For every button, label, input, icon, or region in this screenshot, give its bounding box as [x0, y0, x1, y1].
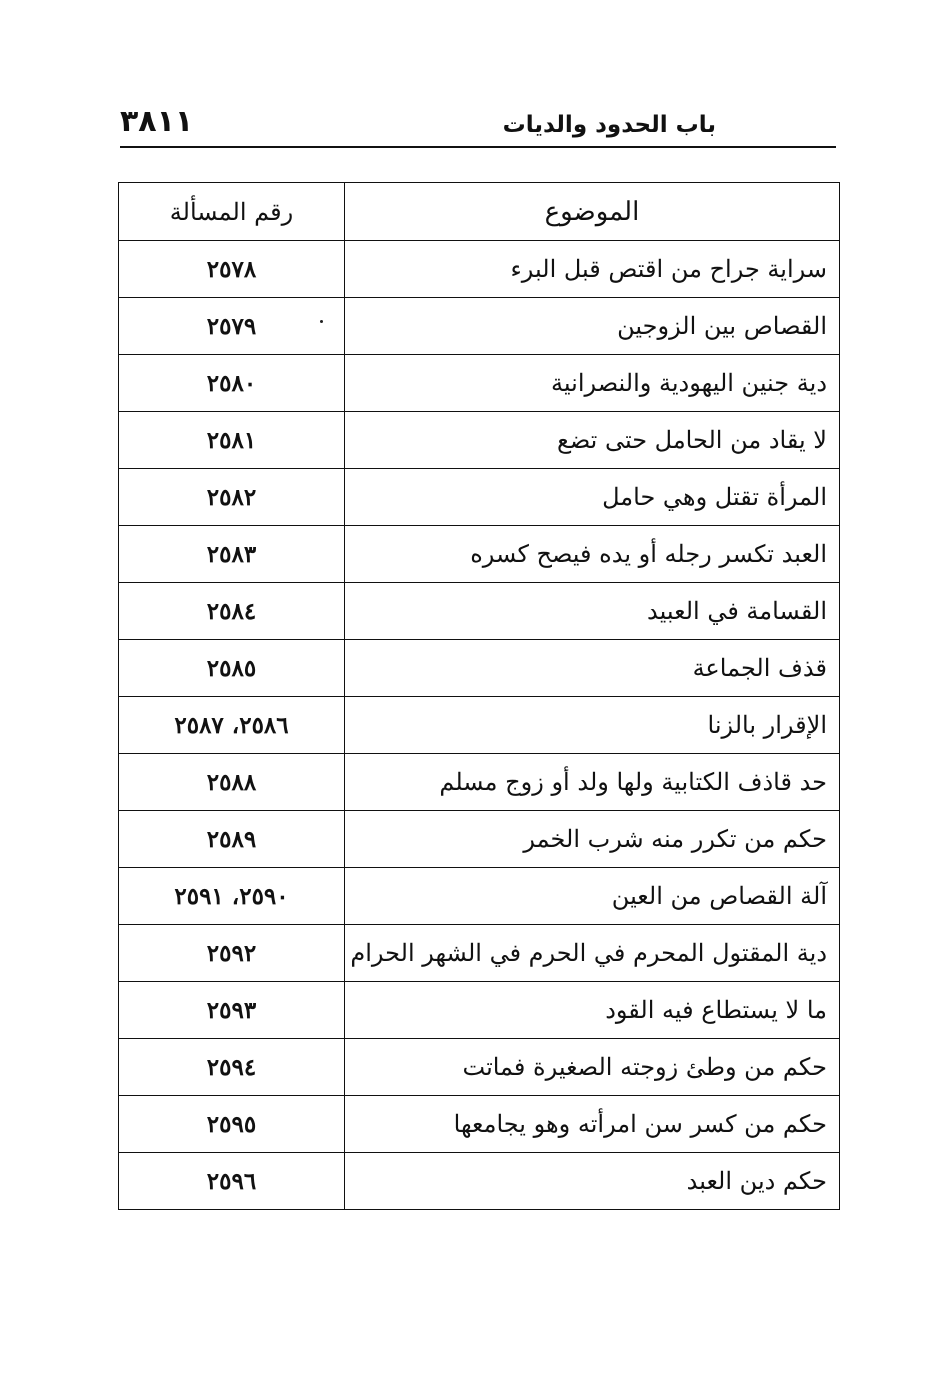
table-row: [119, 526, 840, 583]
topic-cell: حكم من وطئ زوجته الصغيرة فماتت: [345, 1039, 840, 1096]
topic-cell: آلة القصاص من العين: [345, 868, 840, 925]
column-header-issue-number: رقم المسألة: [119, 183, 345, 241]
table-row: [119, 1096, 840, 1153]
issue-number-cell: ٢٥٧٩: [119, 298, 345, 355]
table-row: [119, 355, 840, 412]
table-row: [119, 982, 840, 1039]
topic-cell: حكم من كسر سن امرأته وهو يجامعها: [345, 1096, 840, 1153]
table-row: [119, 241, 840, 298]
table-row: [119, 811, 840, 868]
issue-number-cell: ٢٥٩٤: [119, 1039, 345, 1096]
topic-cell: قذف الجماعة: [345, 640, 840, 697]
column-header-topic: الموضوع: [345, 183, 840, 241]
table-row: [119, 925, 840, 982]
topic-cell: القسامة في العبيد: [345, 583, 840, 640]
topic-cell: حكم دين العبد: [345, 1153, 840, 1210]
topic-cell: حد قاذف الكتابية ولها ولد أو زوج مسلم: [345, 754, 840, 811]
page-header: [120, 104, 836, 144]
table-row: [119, 1039, 840, 1096]
topic-cell: القصاص بين الزوجين: [345, 298, 840, 355]
issue-number-cell: ٢٥٩٠، ٢٥٩١: [119, 868, 345, 925]
issue-number-cell: ٢٥٩٥: [119, 1096, 345, 1153]
table-row: [119, 640, 840, 697]
issue-number-cell: ٢٥٨١: [119, 412, 345, 469]
issue-number-cell: ٢٥٨٦، ٢٥٨٧: [119, 697, 345, 754]
page-number: ٣٨١١: [120, 104, 194, 139]
issue-number-cell: ٢٥٨٥: [119, 640, 345, 697]
topic-cell: سراية جراح من اقتص قبل البرء: [345, 241, 840, 298]
issue-number-cell: ٢٥٧٨: [119, 241, 345, 298]
header-divider: [120, 146, 836, 148]
topic-cell: لا يقاد من الحامل حتى تضع: [345, 412, 840, 469]
topic-cell: الإقرار بالزنا: [345, 697, 840, 754]
issue-number-cell: ٢٥٩٦: [119, 1153, 345, 1210]
issue-number-cell: ٢٥٨٣: [119, 526, 345, 583]
issue-number-cell: ٢٥٨٤: [119, 583, 345, 640]
issue-number-cell: ٢٥٨٩: [119, 811, 345, 868]
table-row: [119, 1153, 840, 1210]
issue-number-cell: ٢٥٨٠: [119, 355, 345, 412]
table-row: [119, 469, 840, 526]
table-row: [119, 868, 840, 925]
table-row: [119, 754, 840, 811]
topic-cell: العبد تكسر رجله أو يده فيصح كسره: [345, 526, 840, 583]
table-header-row: [119, 183, 840, 241]
topic-cell: المرأة تقتل وهي حامل: [345, 469, 840, 526]
chapter-title: باب الحدود والديات: [502, 112, 716, 138]
table-row: [119, 412, 840, 469]
issue-number-cell: ٢٥٨٢: [119, 469, 345, 526]
table-row: [119, 298, 840, 355]
topic-cell: حكم من تكرر منه شرب الخمر: [345, 811, 840, 868]
table-row: [119, 583, 840, 640]
topics-index-table: [118, 182, 840, 1210]
issue-number-cell: ٢٥٩٢: [119, 925, 345, 982]
issue-number-cell: ٢٥٩٣: [119, 982, 345, 1039]
issue-number-cell: ٢٥٨٨: [119, 754, 345, 811]
table-row: [119, 697, 840, 754]
topic-cell: ما لا يستطاع فيه القود: [345, 982, 840, 1039]
topic-cell: دية المقتول المحرم في الحرم في الشهر الحرام: [345, 925, 840, 982]
topic-cell: دية جنين اليهودية والنصرانية: [345, 355, 840, 412]
